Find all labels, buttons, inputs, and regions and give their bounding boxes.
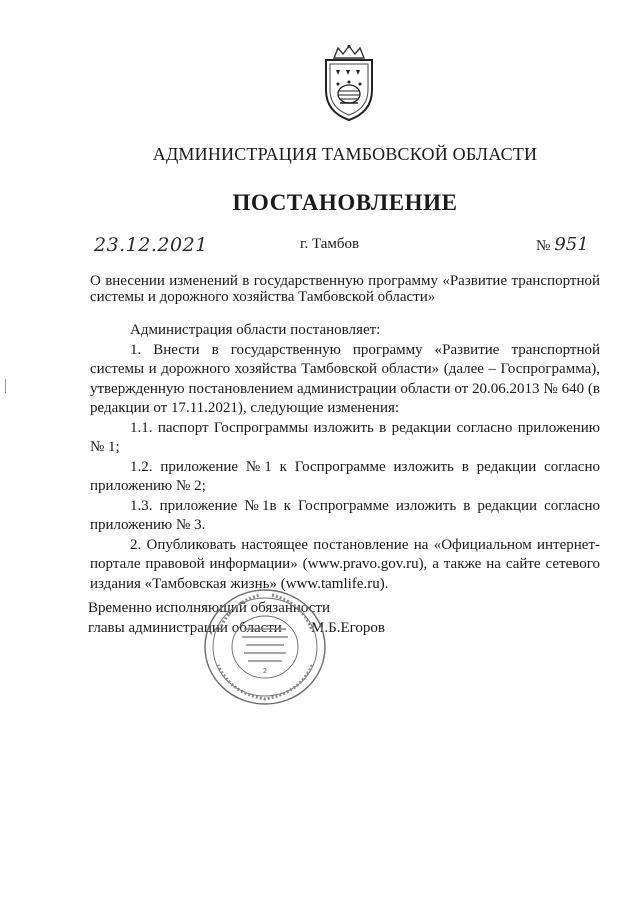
number-sign: №	[536, 238, 551, 254]
body-item-2: 2. Опубликовать настоящее постановление на «Официальном интернет-портале правовой информации» (www.pravo.gov.ru), а также на сайте сетевого издания «Тамбовская жизнь» (www.tamlife.ru).	[90, 536, 600, 592]
document-subject: О внесении изменений в государственную программу «Развитие транспортной системы и дорожного хозяйства Тамбовской области»	[90, 273, 600, 305]
document-number	[536, 234, 589, 255]
body-item-1-1: 1.1. паспорт Госпрограммы изложить в редакции согласно приложению № 1;	[90, 419, 600, 455]
coat-of-arms-emblem	[316, 44, 382, 122]
document-type: ПОСТАНОВЛЕНИЕ	[232, 190, 458, 215]
body-item-1-3: 1.3. приложение №1в к Госпрограмме изложить в редакции согласно приложению № 3.	[90, 497, 600, 533]
handwritten-number: 951	[554, 234, 589, 255]
signatory-title-line1: Временно исполняющий обязанности	[88, 600, 331, 616]
signatory-title-line2: главы администрации области	[88, 620, 282, 636]
stamp-number: 2	[262, 667, 268, 675]
body-intro: Администрация области постановляет:	[130, 322, 381, 338]
organization-name: АДМИНИСТРАЦИЯ ТАМБОВСКОЙ ОБЛАСТИ	[152, 144, 538, 164]
document-body	[90, 321, 600, 594]
body-item-1-2: 1.2. приложение №1 к Госпрограмме изложить в редакции согласно приложению № 2;	[90, 458, 600, 494]
margin-mark	[5, 379, 6, 393]
body-item-1: 1. Внести в государственную программу «Развитие транспортной системы и дорожного хозяйства Тамбовской области» (далее – Госпрограмма), утвержденную постановлением администрации области от 20.06.2013 № 640 (в редакции от 17.11.2021), следующие изменения:	[90, 341, 600, 416]
document-meta	[0, 232, 640, 260]
signatory-name: М.Б.Егоров	[311, 620, 385, 636]
document-stamp	[200, 585, 330, 710]
handwritten-date: 23.12.2021	[94, 234, 208, 256]
city: г. Тамбов	[300, 236, 360, 252]
